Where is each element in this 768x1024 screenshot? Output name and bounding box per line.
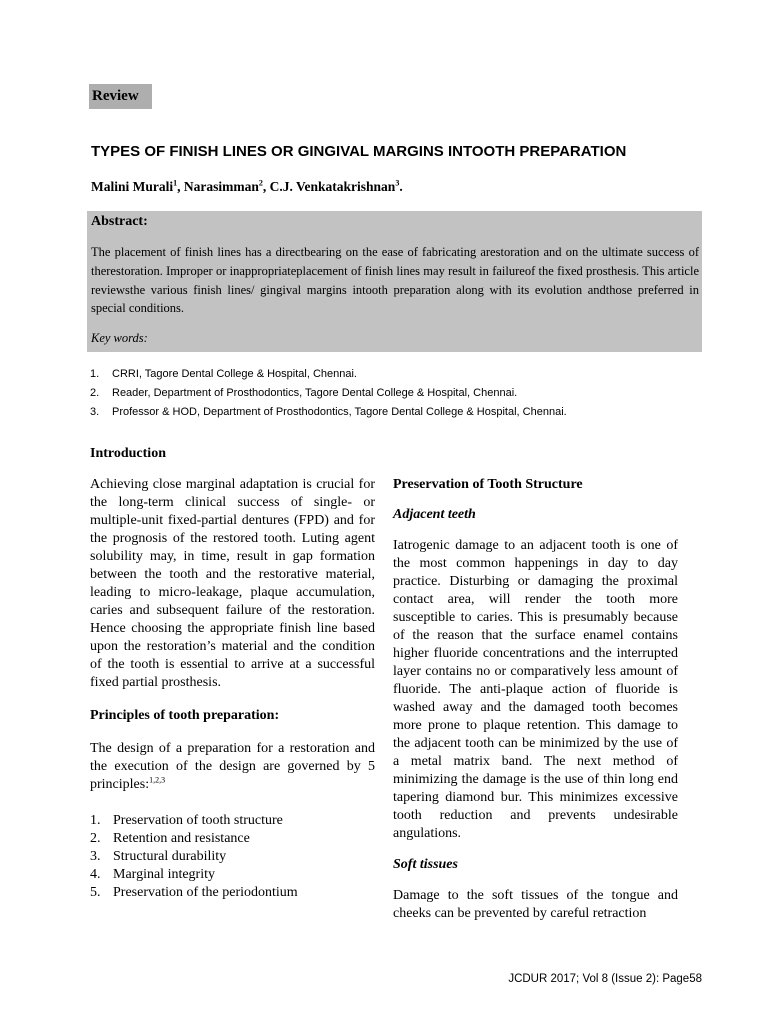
page-footer: JCDUR 2017; Vol 8 (Issue 2): Page58	[508, 973, 702, 985]
author-list	[91, 177, 403, 197]
author-name: Narasimman	[183, 179, 259, 194]
abstract-text: The placement of finish lines has a directbearing on the ease of fabricating arestoration and on the ultimate success of therestoration. Improper or inappropriateplacement of finish lines may result in failureof the fixed prosthesis. This article reviewsthe various finish lines/ gingival margins intooth preparation along with its evolution andthose preferred in special conditions.	[91, 245, 699, 316]
article-title: TYPES OF FINISH LINES OR GINGIVAL MARGINS INTOOTH PREPARATION	[91, 143, 627, 160]
principle-item	[90, 866, 375, 884]
principle-number: 3.	[90, 849, 101, 864]
abstract-heading: Abstract:	[91, 214, 148, 229]
principle-number: 1.	[90, 813, 101, 828]
introduction-text: Achieving close marginal adaptation is crucial for the long-term clinical success of single- or multiple-unit fixed-partial dentures (FPD) and for the prognosis of the restored tooth. Luting agent solubility may, in time, result in gap formation between the tooth and the restorative material, leading to micro-leakage, plaque accumulation, caries and subsequent failure of the restoration. Hence choosing the appropriate finish line based upon the restoration’s material and the condition of the tooth is essential to arrive at a successful fixed partial prosthesis.	[90, 477, 375, 690]
affiliation-text: Reader, Department of Prosthodontics, Tagore Dental College & Hospital, Chennai.	[112, 387, 518, 399]
affiliation-list	[90, 365, 690, 422]
affiliation-number: 2.	[90, 387, 100, 399]
affiliation-item	[90, 365, 690, 384]
author-affiliation-number: 1	[173, 178, 178, 188]
principle-item	[90, 812, 375, 830]
soft-tissues-heading: Soft tissues	[393, 857, 458, 872]
affiliation-item	[90, 403, 690, 422]
article-type-tag: Review	[89, 84, 152, 109]
author-separator: ,	[177, 179, 184, 194]
principle-item	[90, 830, 375, 848]
right-column	[393, 476, 678, 923]
affiliation-number: 3.	[90, 406, 100, 418]
principle-text: Structural durability	[113, 849, 227, 864]
principle-number: 2.	[90, 831, 101, 846]
principle-text: Retention and resistance	[113, 831, 250, 846]
keywords-label: Key words:	[91, 331, 148, 346]
principles-text	[90, 740, 375, 794]
affiliation-number: 1.	[90, 368, 100, 380]
principle-number: 4.	[90, 867, 101, 882]
affiliation-item	[90, 384, 690, 403]
left-column	[90, 445, 375, 902]
principles-heading: Principles of tooth preparation:	[90, 708, 280, 723]
author-name: C.J. Venkatakrishnan	[269, 179, 396, 194]
adjacent-teeth-text: Iatrogenic damage to an adjacent tooth is one of the most common happenings in day to day practice. Disturbing or damaging the proximal contact area, will render the tooth more susceptible to caries. This is presumably because of the reason that the surface enamel contains higher fluoride concentrations and the interrupted layer contains no or comparatively less amount of fluoride. The anti-plaque action of fluoride is washed away and the damaged tooth becomes more prone to plaque retention. This damage to the adjacent tooth can be minimized by the use of a metal matrix band. The next method of minimizing the damage is the use of thin long end tapering diamond bur. This minimizes excessive tooth reduction and prevents undesirable angulations.	[393, 538, 678, 841]
principle-item	[90, 848, 375, 866]
author-affiliation-number: 3	[395, 178, 400, 188]
principle-text: Marginal integrity	[113, 867, 215, 882]
author-name: Malini Murali	[91, 179, 174, 194]
abstract-box	[87, 211, 702, 352]
citation: 1,2,3	[149, 775, 166, 785]
principle-text: Preservation of the periodontium	[113, 885, 298, 900]
principles-list	[90, 812, 375, 902]
affiliation-text: Professor & HOD, Department of Prosthodontics, Tagore Dental College & Hospital, Chennai.	[112, 406, 567, 418]
principle-item	[90, 884, 375, 902]
principle-number: 5.	[90, 885, 101, 900]
author-affiliation-number: 2	[258, 178, 263, 188]
author-separator: .	[399, 179, 403, 194]
preservation-heading: Preservation of Tooth Structure	[393, 477, 583, 492]
introduction-heading: Introduction	[90, 446, 166, 461]
principle-text: Preservation of tooth structure	[113, 813, 283, 828]
adjacent-teeth-heading: Adjacent teeth	[393, 507, 476, 522]
author-separator: ,	[262, 179, 270, 194]
affiliation-text: CRRI, Tagore Dental College & Hospital, Chennai.	[112, 368, 357, 380]
principles-text-body: The design of a preparation for a restoration and the execution of the design are governed by 5 principles:	[90, 741, 375, 792]
soft-tissues-text: Damage to the soft tissues of the tongue and cheeks can be prevented by careful retraction	[393, 888, 678, 921]
